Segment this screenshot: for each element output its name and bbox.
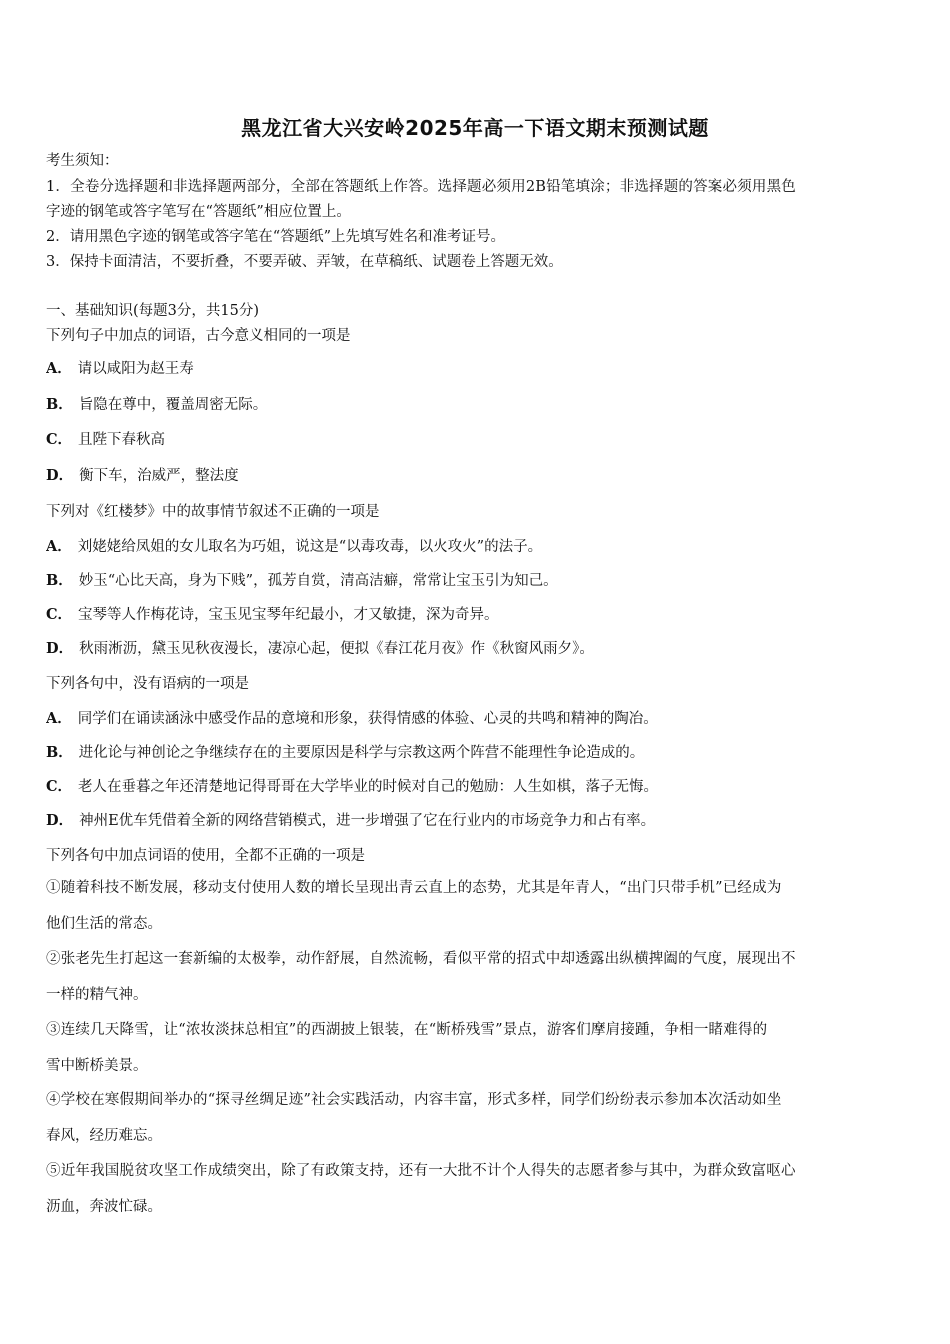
statement-3-cont: 雪中断桥美景。 xyxy=(46,1058,148,1074)
option-text: 刘姥姥给凤姐的女儿取名为巧姐，说这是“以毒攻毒，以火攻火”的法子。 xyxy=(77,539,543,555)
option-text: 神州E优车凭借着全新的网络营销模式，进一步增强了它在行业内的市场竞争力和占有率。 xyxy=(79,813,656,829)
option-label: A． xyxy=(46,538,72,555)
option-a[interactable] xyxy=(46,709,908,729)
notice-heading: 考生须知： xyxy=(46,153,119,169)
option-b[interactable] xyxy=(46,395,908,415)
option-text: 旨隐在尊中，覆盖周密无际。 xyxy=(78,397,268,413)
option-d[interactable] xyxy=(46,811,908,831)
option-c[interactable] xyxy=(46,430,908,450)
option-a[interactable] xyxy=(46,359,908,379)
option-text: 秋雨淅沥，黛玉见秋夜漫长，凄凉心起，便拟《春江花月夜》作《秋窗风雨夕》。 xyxy=(79,641,594,657)
option-d[interactable] xyxy=(46,639,908,659)
option-text: 老人在垂暮之年还清楚地记得哥哥在大学毕业的时候对自己的勉励：人生如棋，落子无悔。 xyxy=(78,779,659,795)
question-stem: 下列对《红楼梦》中的故事情节叙述不正确的一项是 xyxy=(46,504,380,520)
option-label: C． xyxy=(46,778,73,795)
option-label: D． xyxy=(46,812,74,829)
option-label: D． xyxy=(46,640,74,657)
statement-1: ①随着科技不断发展，移动支付使用人数的增长呈现出青云直上的态势，尤其是年青人，“出门只带手机”已经成为 xyxy=(46,880,782,896)
statement-1-cont: 他们生活的常态。 xyxy=(46,916,162,932)
option-text: 且陛下春秋高 xyxy=(78,432,166,448)
option-label: A． xyxy=(46,710,72,727)
option-text: 同学们在诵读涵泳中感受作品的意境和形象，获得情感的体验、心灵的共鸣和精神的陶冶。 xyxy=(77,711,658,727)
notice-line: 3．保持卡面清洁，不要折叠，不要弄破、弄皱，在草稿纸、试题卷上答题无效。 xyxy=(46,254,563,270)
option-label: D． xyxy=(46,467,74,484)
question-stem: 下列各句中，没有语病的一项是 xyxy=(46,676,249,692)
question-stem: 下列各句中加点词语的使用，全都不正确的一项是 xyxy=(46,848,365,864)
option-label: C． xyxy=(46,606,73,623)
option-text: 宝琴等人作梅花诗，宝玉见宝琴年纪最小，才又敏捷，深为奇异。 xyxy=(78,607,499,623)
statement-4: ④学校在寒假期间举办的“探寻丝绸足迹”社会实践活动，内容丰富，形式多样，同学们纷纷表示参加本次活动如坐 xyxy=(46,1092,782,1108)
option-label: B． xyxy=(46,572,73,589)
statement-3: ③连续几天降雪，让“浓妆淡抹总相宜”的西湖披上银装，在“断桥残雪”景点，游客们摩肩接踵，争相一睹难得的 xyxy=(46,1022,768,1038)
statement-5-cont: 沥血，奔波忙碌。 xyxy=(46,1199,162,1215)
option-b[interactable] xyxy=(46,743,908,763)
option-c[interactable] xyxy=(46,605,908,625)
option-text: 请以咸阳为赵王寿 xyxy=(77,361,194,377)
option-b[interactable] xyxy=(46,571,908,591)
option-text: 进化论与神创论之争继续存在的主要原因是科学与宗教这两个阵营不能理性争论造成的。 xyxy=(78,745,645,761)
option-text: 衡下车，治威严，整法度 xyxy=(79,468,239,484)
option-c[interactable] xyxy=(46,777,908,797)
option-label: C． xyxy=(46,431,73,448)
option-label: A． xyxy=(46,360,72,377)
notice-line: 1．全卷分选择题和非选择题两部分，全部在答题纸上作答。选择题必须用2B铅笔填涂；非选择题的答案必须用黑色 xyxy=(46,179,797,195)
statement-4-cont: 春风，经历难忘。 xyxy=(46,1128,162,1144)
section-heading: 一、基础知识(每题3分，共15分) xyxy=(46,303,259,319)
statement-5: ⑤近年我国脱贫攻坚工作成绩突出，除了有政策支持，还有一大批不计个人得失的志愿者参与其中，为群众致富呕心 xyxy=(46,1163,796,1179)
notice-line: 字迹的钢笔或答字笔写在“答题纸”相应位置上。 xyxy=(46,204,351,220)
option-d[interactable] xyxy=(46,466,908,486)
option-label: B． xyxy=(46,744,73,761)
option-text: 妙玉“心比天高，身为下贱”，孤芳自赏，清高洁癖，常常让宝玉引为知己。 xyxy=(78,573,558,589)
notice-line: 2．请用黑色字迹的钢笔或答字笔在“答题纸”上先填写姓名和准考证号。 xyxy=(46,229,506,245)
statement-2-cont: 一样的精气神。 xyxy=(46,987,148,1003)
option-a[interactable] xyxy=(46,537,908,557)
page-title: 黑龙江省大兴安岭2025年高一下语文期末预测试题 xyxy=(241,116,709,140)
option-label: B． xyxy=(46,396,73,413)
question-stem: 下列句子中加点的词语，古今意义相同的一项是 xyxy=(46,328,351,344)
statement-2: ②张老先生打起这一套新编的太极拳，动作舒展，自然流畅，看似平常的招式中却透露出纵横捭阖的气度，展现出不 xyxy=(46,951,796,967)
